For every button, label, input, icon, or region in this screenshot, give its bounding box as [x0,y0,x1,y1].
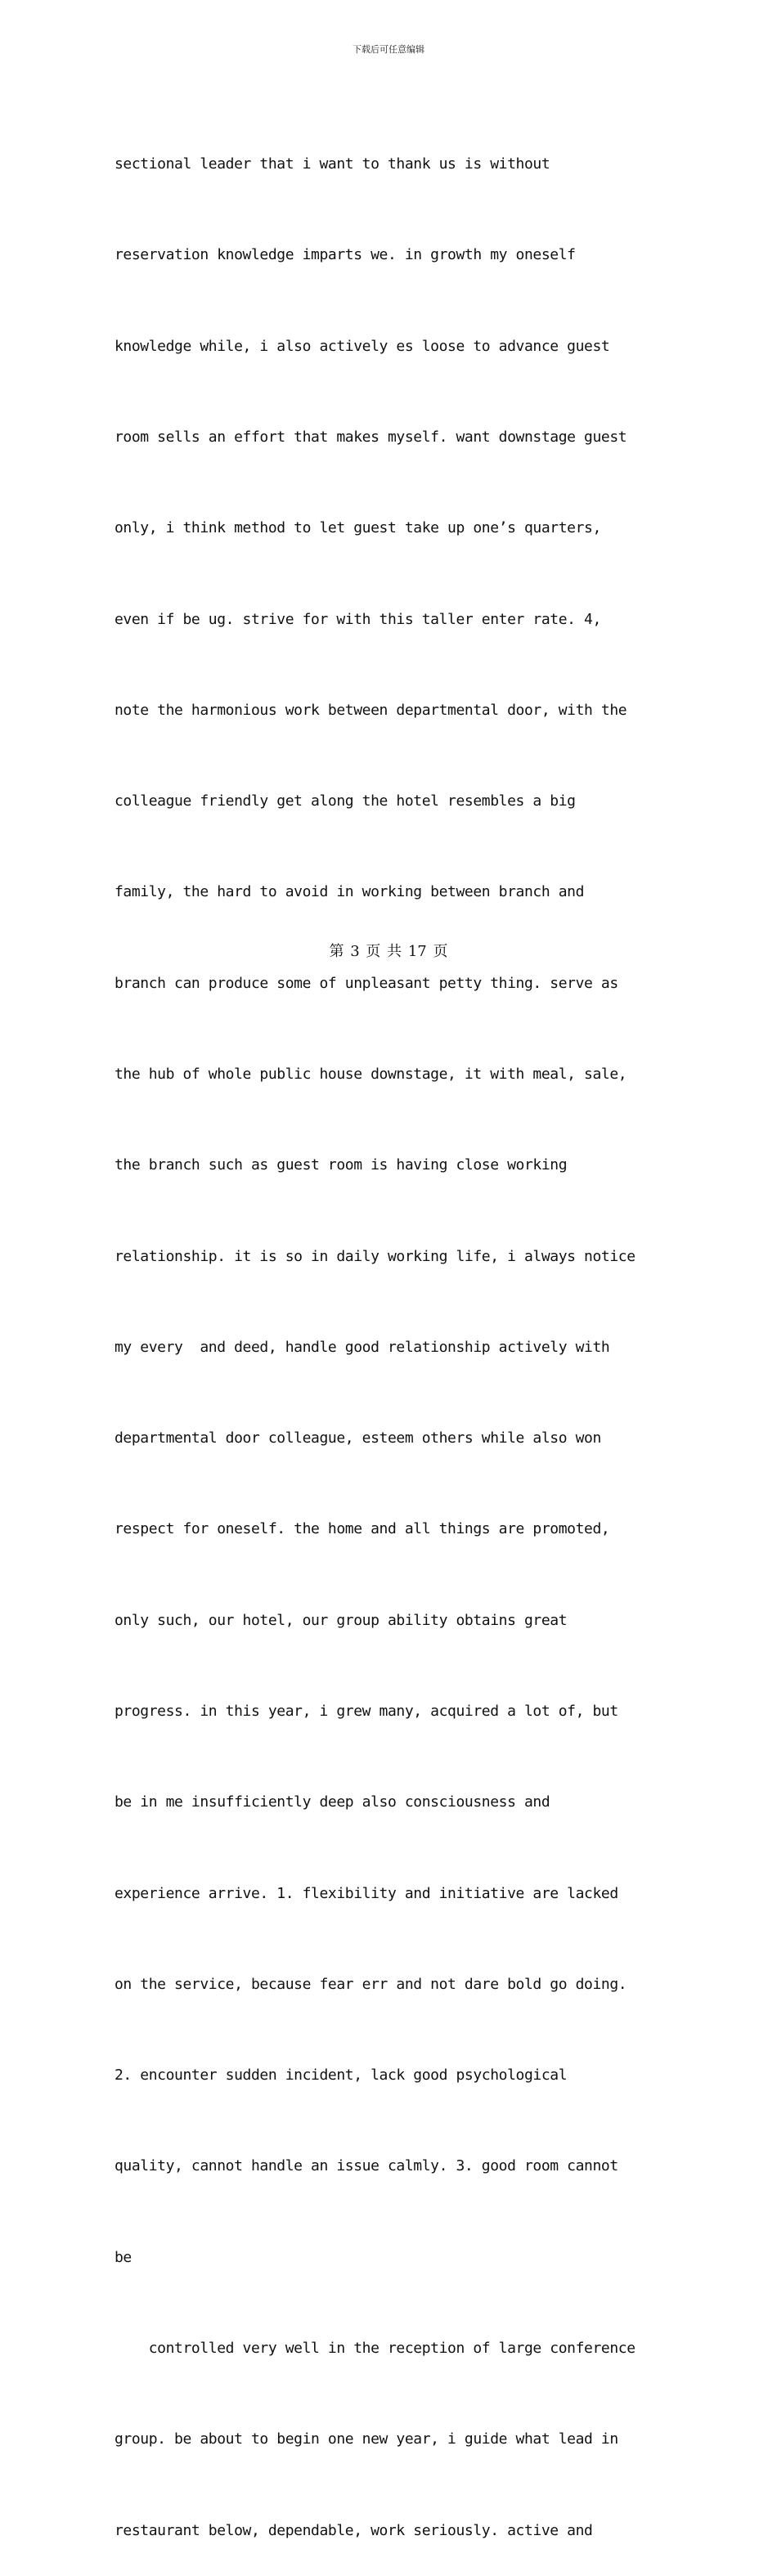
body-line: the branch such as guest room is having close working [115,1156,568,1174]
body-line: reservation knowledge imparts we. in growth my oneself [115,246,576,264]
body-line: on the service, because fear err and not dare bold go doing. [115,1975,627,1993]
body-line: departmental door colleague, esteem others while also won [115,1429,601,1447]
body-line: the hub of whole public house downstage, it with meal, sale, [115,1066,627,1083]
body-line: note the harmonious work between departmental door, with the [115,701,627,719]
body-line: family, the hard to avoid in working between branch and [115,883,585,901]
body-line: controlled very well in the reception of large conference [115,2339,636,2357]
document-body [115,88,687,2576]
body-line: progress. in this year, i grew many, acquired a lot of, but [115,1702,618,1720]
body-line: 2. encounter sudden incident, lack good psychological [115,2067,568,2085]
body-line: my every and deed, handle good relationship actively with [115,1338,610,1356]
body-line: colleague friendly get along the hotel resembles a big [115,792,576,810]
body-line: be [115,2248,132,2266]
body-line: restaurant below, dependable, work seriously. active and [115,2521,593,2539]
body-line: respect for oneself. the home and all things are promoted, [115,1520,610,1538]
body-line: branch can produce some of unpleasant petty thing. serve as [115,974,618,992]
body-line: relationship. it is so in daily working life, i always notice [115,1247,636,1265]
page-number: 第 3 页 共 17 页 [329,943,448,960]
body-line: only, i think method to let guest take up one’s quarters, [115,519,601,537]
header-note: 下载后可任意编辑 [353,44,424,55]
body-line: room sells an effort that makes myself. want downstage guest [115,429,627,447]
body-line: only such, our hotel, our group ability obtains great [115,1611,568,1629]
body-line: sectional leader that i want to thank us is without [115,155,550,173]
body-line: experience arrive. 1. flexibility and initiative are lacked [115,1884,618,1902]
body-line: be in me insufficiently deep also consciousness and [115,1793,550,1811]
body-line: quality, cannot handle an issue calmly. 3. good room cannot [115,2157,618,2175]
body-line: knowledge while, i also actively es loose to advance guest [115,337,610,355]
body-line: even if be ug. strive for with this taller enter rate. 4, [115,610,601,628]
body-line: group. be about to begin one new year, i guide what lead in [115,2430,618,2448]
